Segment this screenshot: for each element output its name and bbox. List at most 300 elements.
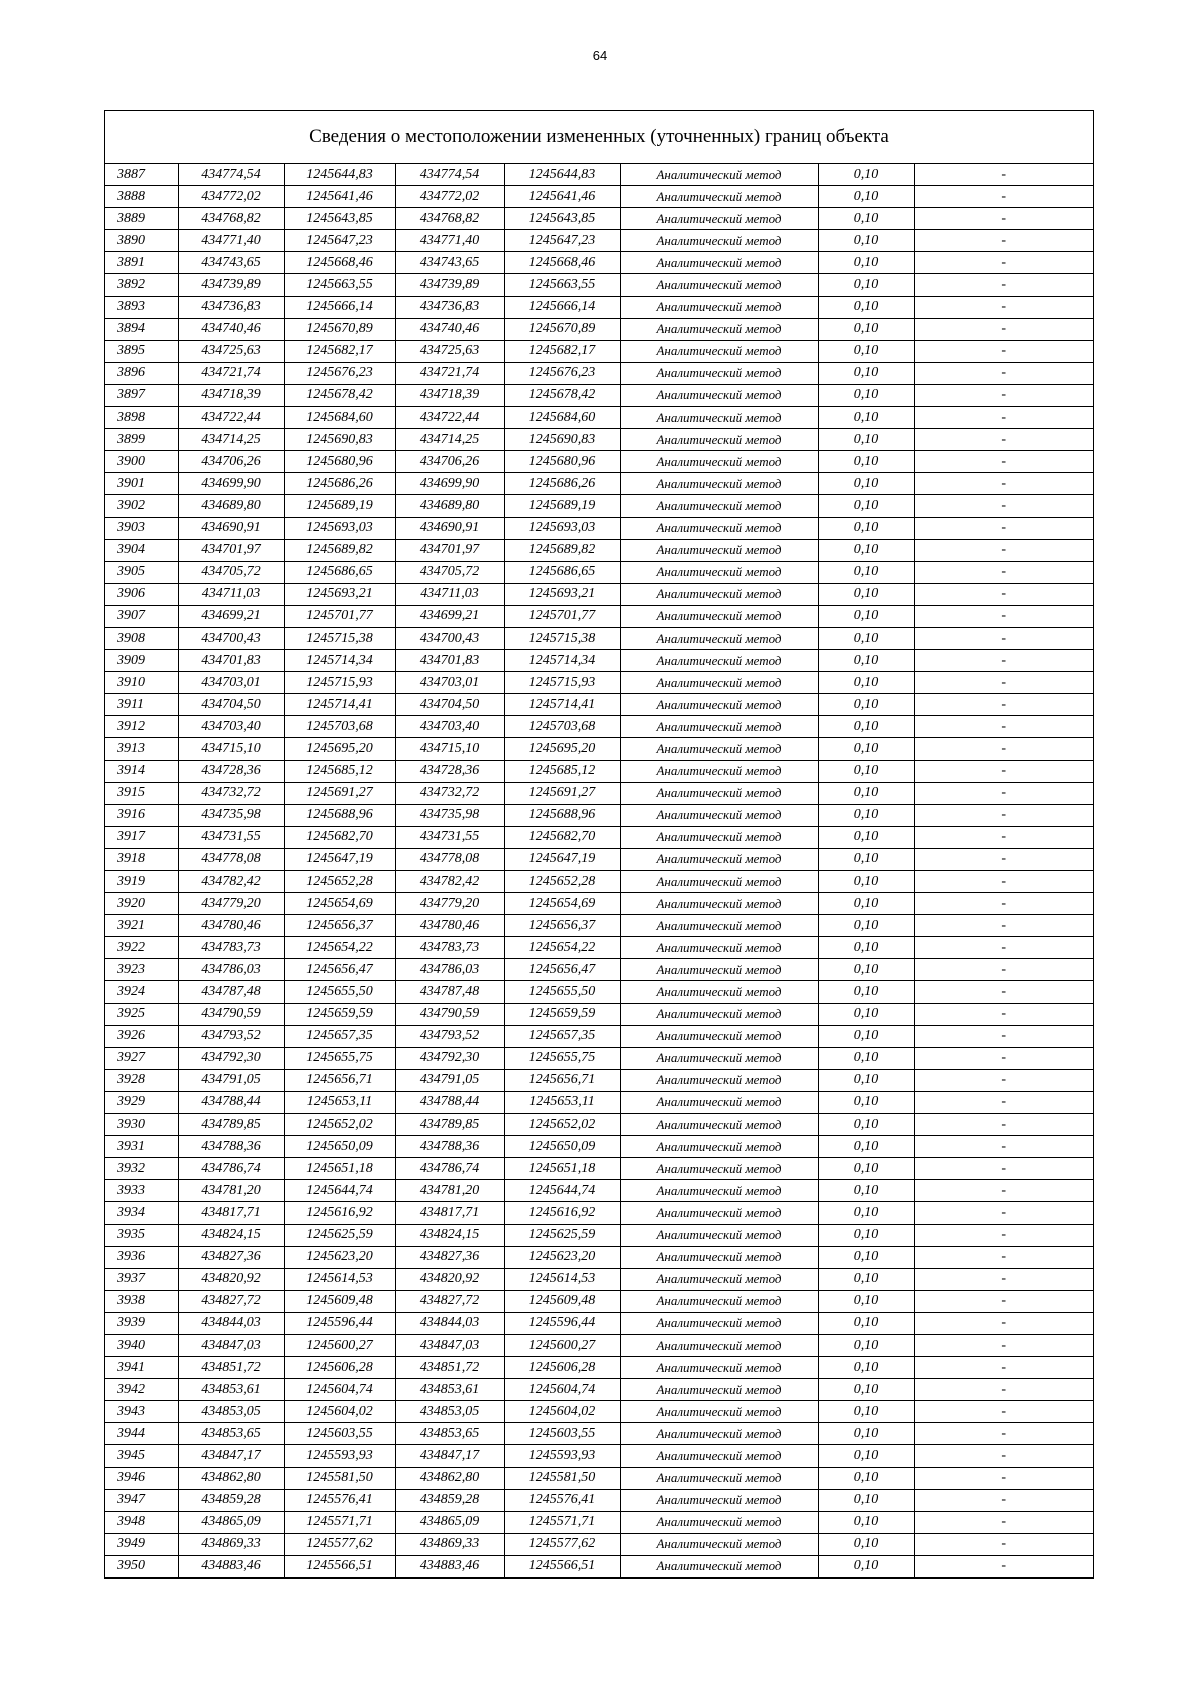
cell-x-old: 434787,48 — [178, 981, 284, 1003]
cell-note: - — [914, 1003, 1093, 1025]
cell-note: - — [914, 1555, 1093, 1577]
cell-accuracy: 0,10 — [818, 1511, 914, 1533]
table-row — [105, 340, 1093, 362]
cell-point-number: 3948 — [105, 1511, 178, 1533]
cell-x-new: 434820,92 — [395, 1268, 504, 1290]
cell-method: Аналитический метод — [620, 1489, 818, 1511]
cell-method: Аналитический метод — [620, 1224, 818, 1246]
cell-note: - — [914, 495, 1093, 517]
cell-x-new: 434789,85 — [395, 1114, 504, 1136]
table-row — [105, 738, 1093, 760]
cell-accuracy: 0,10 — [818, 1555, 914, 1577]
cell-y-old: 1245715,93 — [284, 672, 395, 694]
cell-method: Аналитический метод — [620, 1423, 818, 1445]
cell-y-old: 1245566,51 — [284, 1555, 395, 1577]
cell-y-old: 1245695,20 — [284, 738, 395, 760]
cell-y-old: 1245715,38 — [284, 627, 395, 649]
cell-y-new: 1245656,37 — [504, 915, 620, 937]
cell-x-new: 434781,20 — [395, 1180, 504, 1202]
cell-accuracy: 0,10 — [818, 937, 914, 959]
cell-y-new: 1245609,48 — [504, 1290, 620, 1312]
cell-x-new: 434827,72 — [395, 1290, 504, 1312]
cell-y-new: 1245656,71 — [504, 1069, 620, 1091]
cell-note: - — [914, 1401, 1093, 1423]
cell-point-number: 3903 — [105, 517, 178, 539]
cell-point-number: 3919 — [105, 871, 178, 893]
cell-method: Аналитический метод — [620, 1025, 818, 1047]
cell-note: - — [914, 937, 1093, 959]
cell-note: - — [914, 208, 1093, 230]
cell-y-new: 1245684,60 — [504, 407, 620, 429]
cell-y-new: 1245693,03 — [504, 517, 620, 539]
cell-point-number: 3910 — [105, 672, 178, 694]
table-row — [105, 981, 1093, 1003]
cell-accuracy: 0,10 — [818, 1334, 914, 1356]
cell-point-number: 3915 — [105, 782, 178, 804]
cell-point-number: 3930 — [105, 1114, 178, 1136]
cell-accuracy: 0,10 — [818, 1202, 914, 1224]
cell-y-old: 1245577,62 — [284, 1533, 395, 1555]
cell-x-old: 434689,80 — [178, 495, 284, 517]
table-row — [105, 627, 1093, 649]
cell-x-old: 434731,55 — [178, 826, 284, 848]
cell-y-old: 1245678,42 — [284, 384, 395, 406]
cell-note: - — [914, 1246, 1093, 1268]
cell-x-new: 434701,97 — [395, 539, 504, 561]
table-row — [105, 650, 1093, 672]
cell-note: - — [914, 1312, 1093, 1334]
cell-method: Аналитический метод — [620, 495, 818, 517]
cell-y-new: 1245686,26 — [504, 473, 620, 495]
table-row — [105, 384, 1093, 406]
table-row — [105, 274, 1093, 296]
cell-accuracy: 0,10 — [818, 583, 914, 605]
cell-x-old: 434699,21 — [178, 605, 284, 627]
cell-y-old: 1245571,71 — [284, 1511, 395, 1533]
cell-y-new: 1245654,22 — [504, 937, 620, 959]
cell-accuracy: 0,10 — [818, 1467, 914, 1489]
cell-y-new: 1245659,59 — [504, 1003, 620, 1025]
cell-x-new: 434865,09 — [395, 1511, 504, 1533]
page-number: 64 — [592, 48, 608, 63]
cell-method: Аналитический метод — [620, 384, 818, 406]
cell-x-new: 434703,40 — [395, 716, 504, 738]
cell-y-old: 1245652,28 — [284, 871, 395, 893]
cell-accuracy: 0,10 — [818, 318, 914, 340]
cell-accuracy: 0,10 — [818, 672, 914, 694]
cell-accuracy: 0,10 — [818, 296, 914, 318]
cell-x-new: 434715,10 — [395, 738, 504, 760]
cell-x-new: 434827,36 — [395, 1246, 504, 1268]
cell-y-old: 1245703,68 — [284, 716, 395, 738]
cell-y-old: 1245650,09 — [284, 1136, 395, 1158]
cell-accuracy: 0,10 — [818, 1047, 914, 1069]
cell-x-old: 434711,03 — [178, 583, 284, 605]
cell-y-new: 1245604,02 — [504, 1401, 620, 1423]
table-row — [105, 252, 1093, 274]
cell-y-old: 1245688,96 — [284, 804, 395, 826]
cell-x-old: 434728,36 — [178, 760, 284, 782]
boundary-table — [104, 110, 1094, 1579]
cell-note: - — [914, 1091, 1093, 1113]
cell-y-old: 1245668,46 — [284, 252, 395, 274]
cell-x-new: 434722,44 — [395, 407, 504, 429]
cell-method: Аналитический метод — [620, 186, 818, 208]
cell-y-new: 1245581,50 — [504, 1467, 620, 1489]
cell-y-old: 1245680,96 — [284, 451, 395, 473]
cell-note: - — [914, 1379, 1093, 1401]
table-row — [105, 1555, 1093, 1577]
cell-method: Аналитический метод — [620, 1467, 818, 1489]
cell-x-old: 434851,72 — [178, 1357, 284, 1379]
cell-note: - — [914, 340, 1093, 362]
cell-y-new: 1245682,70 — [504, 826, 620, 848]
cell-method: Аналитический метод — [620, 804, 818, 826]
table-row — [105, 407, 1093, 429]
cell-y-new: 1245596,44 — [504, 1312, 620, 1334]
cell-note: - — [914, 1423, 1093, 1445]
cell-point-number: 3890 — [105, 230, 178, 252]
cell-y-new: 1245593,93 — [504, 1445, 620, 1467]
cell-point-number: 3908 — [105, 627, 178, 649]
cell-y-new: 1245651,18 — [504, 1158, 620, 1180]
cell-accuracy: 0,10 — [818, 1312, 914, 1334]
cell-x-new: 434824,15 — [395, 1224, 504, 1246]
table-row — [105, 1334, 1093, 1356]
cell-y-new: 1245690,83 — [504, 429, 620, 451]
cell-accuracy: 0,10 — [818, 804, 914, 826]
cell-accuracy: 0,10 — [818, 1268, 914, 1290]
cell-y-old: 1245603,55 — [284, 1423, 395, 1445]
cell-method: Аналитический метод — [620, 782, 818, 804]
cell-point-number: 3920 — [105, 893, 178, 915]
cell-x-new: 434869,33 — [395, 1533, 504, 1555]
cell-note: - — [914, 871, 1093, 893]
cell-accuracy: 0,10 — [818, 274, 914, 296]
table-row — [105, 1114, 1093, 1136]
cell-x-old: 434703,40 — [178, 716, 284, 738]
cell-method: Аналитический метод — [620, 230, 818, 252]
cell-x-new: 434787,48 — [395, 981, 504, 1003]
cell-x-new: 434699,21 — [395, 605, 504, 627]
cell-method: Аналитический метод — [620, 1180, 818, 1202]
cell-x-new: 434786,03 — [395, 959, 504, 981]
cell-method: Аналитический метод — [620, 1312, 818, 1334]
cell-y-new: 1245656,47 — [504, 959, 620, 981]
cell-note: - — [914, 1180, 1093, 1202]
cell-method: Аналитический метод — [620, 826, 818, 848]
cell-point-number: 3941 — [105, 1357, 178, 1379]
cell-method: Аналитический метод — [620, 340, 818, 362]
cell-point-number: 3888 — [105, 186, 178, 208]
cell-y-old: 1245684,60 — [284, 407, 395, 429]
cell-point-number: 3893 — [105, 296, 178, 318]
cell-method: Аналитический метод — [620, 848, 818, 870]
cell-method: Аналитический метод — [620, 1555, 818, 1577]
cell-note: - — [914, 539, 1093, 561]
cell-accuracy: 0,10 — [818, 716, 914, 738]
cell-point-number: 3935 — [105, 1224, 178, 1246]
cell-y-old: 1245609,48 — [284, 1290, 395, 1312]
cell-y-new: 1245678,42 — [504, 384, 620, 406]
cell-note: - — [914, 429, 1093, 451]
cell-x-old: 434704,50 — [178, 694, 284, 716]
cell-x-old: 434768,82 — [178, 208, 284, 230]
cell-accuracy: 0,10 — [818, 473, 914, 495]
cell-y-old: 1245691,27 — [284, 782, 395, 804]
cell-accuracy: 0,10 — [818, 782, 914, 804]
cell-y-new: 1245703,68 — [504, 716, 620, 738]
cell-x-new: 434711,03 — [395, 583, 504, 605]
table-row — [105, 605, 1093, 627]
cell-method: Аналитический метод — [620, 1334, 818, 1356]
cell-x-new: 434780,46 — [395, 915, 504, 937]
cell-method: Аналитический метод — [620, 1202, 818, 1224]
table-row — [105, 1401, 1093, 1423]
cell-x-old: 434771,40 — [178, 230, 284, 252]
cell-method: Аналитический метод — [620, 1158, 818, 1180]
cell-x-new: 434792,30 — [395, 1047, 504, 1069]
cell-accuracy: 0,10 — [818, 164, 914, 186]
cell-x-new: 434705,72 — [395, 561, 504, 583]
table-row — [105, 871, 1093, 893]
cell-method: Аналитический метод — [620, 539, 818, 561]
cell-y-new: 1245623,20 — [504, 1246, 620, 1268]
cell-method: Аналитический метод — [620, 716, 818, 738]
cell-y-old: 1245663,55 — [284, 274, 395, 296]
table-row — [105, 804, 1093, 826]
cell-method: Аналитический метод — [620, 1246, 818, 1268]
cell-note: - — [914, 782, 1093, 804]
cell-point-number: 3906 — [105, 583, 178, 605]
table-row — [105, 694, 1093, 716]
cell-note: - — [914, 981, 1093, 1003]
table-row — [105, 1268, 1093, 1290]
cell-note: - — [914, 804, 1093, 826]
cell-note: - — [914, 1334, 1093, 1356]
cell-x-old: 434788,44 — [178, 1091, 284, 1113]
cell-x-old: 434732,72 — [178, 782, 284, 804]
cell-y-old: 1245600,27 — [284, 1334, 395, 1356]
cell-accuracy: 0,10 — [818, 760, 914, 782]
cell-method: Аналитический метод — [620, 672, 818, 694]
cell-point-number: 3938 — [105, 1290, 178, 1312]
cell-x-old: 434827,36 — [178, 1246, 284, 1268]
table-row — [105, 915, 1093, 937]
cell-accuracy: 0,10 — [818, 605, 914, 627]
cell-accuracy: 0,10 — [818, 1136, 914, 1158]
cell-y-old: 1245596,44 — [284, 1312, 395, 1334]
table-row — [105, 186, 1093, 208]
cell-x-new: 434736,83 — [395, 296, 504, 318]
cell-method: Аналитический метод — [620, 871, 818, 893]
cell-y-new: 1245668,46 — [504, 252, 620, 274]
cell-note: - — [914, 1069, 1093, 1091]
cell-y-old: 1245593,93 — [284, 1445, 395, 1467]
cell-point-number: 3934 — [105, 1202, 178, 1224]
table-row — [105, 1445, 1093, 1467]
table-row — [105, 1136, 1093, 1158]
cell-y-old: 1245689,19 — [284, 495, 395, 517]
cell-x-old: 434780,46 — [178, 915, 284, 937]
table-row — [105, 959, 1093, 981]
cell-point-number: 3895 — [105, 340, 178, 362]
table-row — [105, 473, 1093, 495]
cell-x-old: 434859,28 — [178, 1489, 284, 1511]
cell-note: - — [914, 605, 1093, 627]
cell-accuracy: 0,10 — [818, 959, 914, 981]
cell-x-old: 434701,83 — [178, 650, 284, 672]
cell-accuracy: 0,10 — [818, 429, 914, 451]
cell-x-new: 434788,44 — [395, 1091, 504, 1113]
cell-y-new: 1245655,50 — [504, 981, 620, 1003]
cell-y-new: 1245680,96 — [504, 451, 620, 473]
table-row — [105, 1246, 1093, 1268]
cell-x-new: 434779,20 — [395, 893, 504, 915]
cell-x-old: 434788,36 — [178, 1136, 284, 1158]
cell-x-new: 434782,42 — [395, 871, 504, 893]
cell-point-number: 3912 — [105, 716, 178, 738]
cell-y-new: 1245625,59 — [504, 1224, 620, 1246]
cell-method: Аналитический метод — [620, 893, 818, 915]
cell-point-number: 3928 — [105, 1069, 178, 1091]
cell-accuracy: 0,10 — [818, 650, 914, 672]
cell-y-new: 1245714,41 — [504, 694, 620, 716]
cell-x-old: 434718,39 — [178, 384, 284, 406]
cell-accuracy: 0,10 — [818, 1533, 914, 1555]
cell-method: Аналитический метод — [620, 627, 818, 649]
cell-y-new: 1245654,69 — [504, 893, 620, 915]
cell-y-new: 1245695,20 — [504, 738, 620, 760]
cell-x-new: 434743,65 — [395, 252, 504, 274]
cell-x-old: 434853,65 — [178, 1423, 284, 1445]
cell-accuracy: 0,10 — [818, 362, 914, 384]
cell-y-old: 1245643,85 — [284, 208, 395, 230]
cell-point-number: 3922 — [105, 937, 178, 959]
cell-method: Аналитический метод — [620, 1357, 818, 1379]
cell-x-old: 434783,73 — [178, 937, 284, 959]
cell-x-new: 434844,03 — [395, 1312, 504, 1334]
table-body — [105, 164, 1093, 1578]
cell-x-old: 434703,01 — [178, 672, 284, 694]
cell-point-number: 3914 — [105, 760, 178, 782]
cell-method: Аналитический метод — [620, 1511, 818, 1533]
cell-accuracy: 0,10 — [818, 561, 914, 583]
cell-note: - — [914, 318, 1093, 340]
cell-accuracy: 0,10 — [818, 848, 914, 870]
cell-x-new: 434786,74 — [395, 1158, 504, 1180]
cell-method: Аналитический метод — [620, 1379, 818, 1401]
cell-method: Аналитический метод — [620, 164, 818, 186]
cell-x-old: 434865,09 — [178, 1511, 284, 1533]
cell-x-new: 434788,36 — [395, 1136, 504, 1158]
cell-note: - — [914, 1025, 1093, 1047]
cell-y-old: 1245647,19 — [284, 848, 395, 870]
cell-point-number: 3918 — [105, 848, 178, 870]
cell-y-old: 1245656,71 — [284, 1069, 395, 1091]
cell-note: - — [914, 1357, 1093, 1379]
cell-y-new: 1245571,71 — [504, 1511, 620, 1533]
cell-x-new: 434728,36 — [395, 760, 504, 782]
table-row — [105, 1357, 1093, 1379]
cell-accuracy: 0,10 — [818, 1180, 914, 1202]
cell-method: Аналитический метод — [620, 296, 818, 318]
cell-y-new: 1245603,55 — [504, 1423, 620, 1445]
cell-note: - — [914, 959, 1093, 981]
cell-y-new: 1245663,55 — [504, 274, 620, 296]
cell-note: - — [914, 164, 1093, 186]
cell-method: Аналитический метод — [620, 274, 818, 296]
cell-x-old: 434847,03 — [178, 1334, 284, 1356]
cell-y-old: 1245666,14 — [284, 296, 395, 318]
table-row — [105, 1312, 1093, 1334]
cell-x-new: 434718,39 — [395, 384, 504, 406]
cell-x-new: 434793,52 — [395, 1025, 504, 1047]
cell-accuracy: 0,10 — [818, 1114, 914, 1136]
cell-x-new: 434791,05 — [395, 1069, 504, 1091]
cell-y-new: 1245655,75 — [504, 1047, 620, 1069]
cell-point-number: 3936 — [105, 1246, 178, 1268]
cell-note: - — [914, 1489, 1093, 1511]
cell-y-old: 1245714,41 — [284, 694, 395, 716]
cell-point-number: 3907 — [105, 605, 178, 627]
table-row — [105, 782, 1093, 804]
table-row — [105, 1202, 1093, 1224]
table-row — [105, 495, 1093, 517]
cell-x-old: 434883,46 — [178, 1555, 284, 1577]
cell-note: - — [914, 451, 1093, 473]
cell-y-old: 1245623,20 — [284, 1246, 395, 1268]
cell-point-number: 3902 — [105, 495, 178, 517]
cell-x-new: 434771,40 — [395, 230, 504, 252]
cell-x-old: 434817,71 — [178, 1202, 284, 1224]
cell-note: - — [914, 1511, 1093, 1533]
cell-note: - — [914, 1202, 1093, 1224]
cell-note: - — [914, 561, 1093, 583]
cell-point-number: 3932 — [105, 1158, 178, 1180]
cell-point-number: 3925 — [105, 1003, 178, 1025]
cell-y-new: 1245647,23 — [504, 230, 620, 252]
cell-point-number: 3899 — [105, 429, 178, 451]
cell-x-old: 434778,08 — [178, 848, 284, 870]
table-row — [105, 1379, 1093, 1401]
cell-note: - — [914, 230, 1093, 252]
cell-x-old: 434774,54 — [178, 164, 284, 186]
cell-note: - — [914, 186, 1093, 208]
cell-point-number: 3889 — [105, 208, 178, 230]
cell-method: Аналитический метод — [620, 1268, 818, 1290]
cell-y-new: 1245701,77 — [504, 605, 620, 627]
cell-x-old: 434790,59 — [178, 1003, 284, 1025]
cell-point-number: 3887 — [105, 164, 178, 186]
cell-method: Аналитический метод — [620, 318, 818, 340]
cell-y-new: 1245600,27 — [504, 1334, 620, 1356]
cell-x-old: 434735,98 — [178, 804, 284, 826]
cell-point-number: 3905 — [105, 561, 178, 583]
table-row — [105, 539, 1093, 561]
table-row — [105, 517, 1093, 539]
cell-note: - — [914, 694, 1093, 716]
cell-y-old: 1245616,92 — [284, 1202, 395, 1224]
cell-accuracy: 0,10 — [818, 340, 914, 362]
cell-y-old: 1245654,69 — [284, 893, 395, 915]
cell-x-new: 434703,01 — [395, 672, 504, 694]
cell-y-new: 1245670,89 — [504, 318, 620, 340]
cell-point-number: 3937 — [105, 1268, 178, 1290]
cell-y-old: 1245657,35 — [284, 1025, 395, 1047]
cell-accuracy: 0,10 — [818, 1246, 914, 1268]
cell-note: - — [914, 1224, 1093, 1246]
